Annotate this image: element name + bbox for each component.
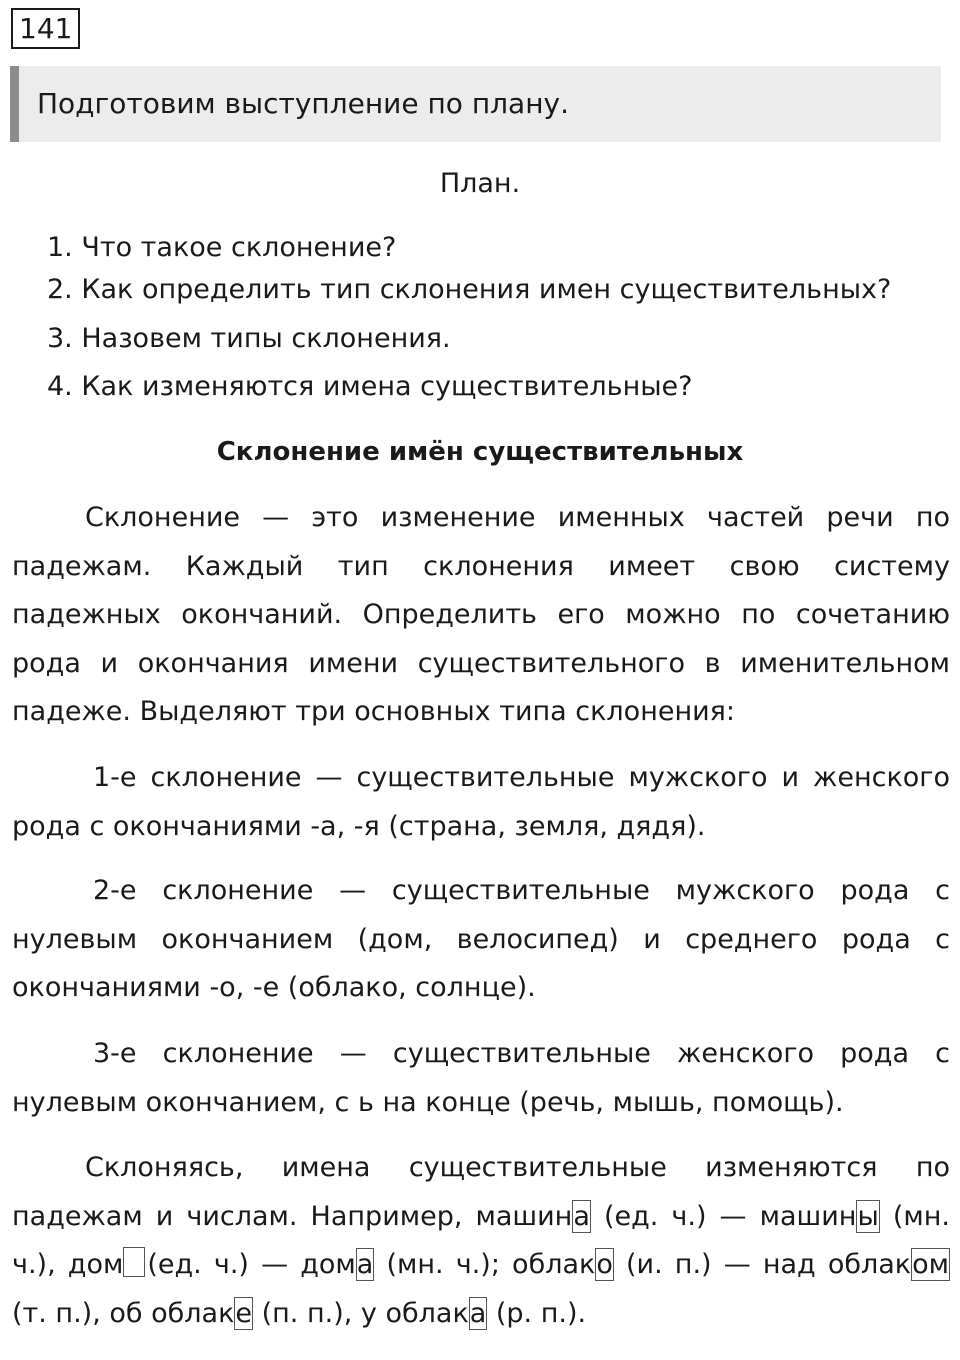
grammar-tag: (ед. ч.) — <box>590 1200 760 1232</box>
grammar-tag: (т. п.), об <box>12 1297 152 1329</box>
word-stem: облак <box>151 1297 235 1329</box>
ending-box: о <box>596 1249 613 1280</box>
zero-ending-box <box>123 1247 145 1277</box>
ending-box: а <box>469 1297 487 1329</box>
plan-item: 1. Что такое склонение? <box>47 232 397 263</box>
ending-box: а <box>356 1249 374 1280</box>
word-stem: облак <box>385 1297 469 1329</box>
task-instruction: Подготовим выступление по плану. <box>37 87 569 120</box>
grammar-tag: (п. п.), у <box>253 1297 386 1329</box>
ending-box: е <box>235 1297 253 1329</box>
word-stem: дом <box>300 1249 356 1280</box>
plan-item: 3. Назовем типы склонения. <box>47 323 451 354</box>
word-stem: облак <box>827 1249 912 1280</box>
word-stem: машин <box>475 1200 573 1232</box>
declension-2-paragraph: 2-е склонение — существительные мужского рода с нулевым окончанием (дом, велосипед) и среднего рода с окончаниями -о, -е (облако, солнце). <box>12 875 950 1003</box>
task-number: 141 <box>11 8 80 49</box>
word-stem: машин <box>759 1200 857 1232</box>
plan-title: План. <box>439 168 521 199</box>
ending-box: а <box>573 1200 590 1232</box>
declension-1-paragraph: 1-е склонение — существительные мужского и женского рода с окончаниями -а, -я (страна, земля, дядя). <box>12 762 950 842</box>
grammar-tag: (и. п.) — над <box>613 1249 828 1280</box>
grammar-tag: (ед. ч.) — <box>147 1249 301 1280</box>
ending-box: ы <box>857 1200 879 1232</box>
examples-paragraph <box>12 1144 950 1338</box>
word-stem: облак <box>512 1249 596 1280</box>
section-title: Склонение имён существительных <box>216 437 744 467</box>
task-instruction-bar <box>10 66 941 142</box>
plan-item: 2. Как определить тип склонения имен существительных? <box>47 274 892 305</box>
grammar-tag: (мн. ч.), <box>12 1200 950 1280</box>
plan-item: 4. Как изменяются имена существительные? <box>47 371 693 402</box>
intro-paragraph: Склонение — это изменение именных частей речи по падежам. Каждый тип склонения имеет свою систему падежных окончаний. Определить его можно по сочетанию рода и окончания имени существительного в именительном падеже. Выделяют три основных типа склонения: <box>12 502 950 727</box>
declension-3-paragraph: 3-е склонение — существительные женского рода с нулевым окончанием, с ь на конце (речь, мышь, помощь). <box>12 1038 950 1118</box>
grammar-tag: (р. п.). <box>487 1297 587 1329</box>
grammar-tag: (мн. ч.); <box>374 1249 513 1280</box>
word-stem: дом <box>67 1249 124 1280</box>
examples-lead: Склоняясь, имена существительные изменяются по падежам и числам. Например, <box>12 1152 950 1232</box>
ending-box: ом <box>912 1249 949 1280</box>
